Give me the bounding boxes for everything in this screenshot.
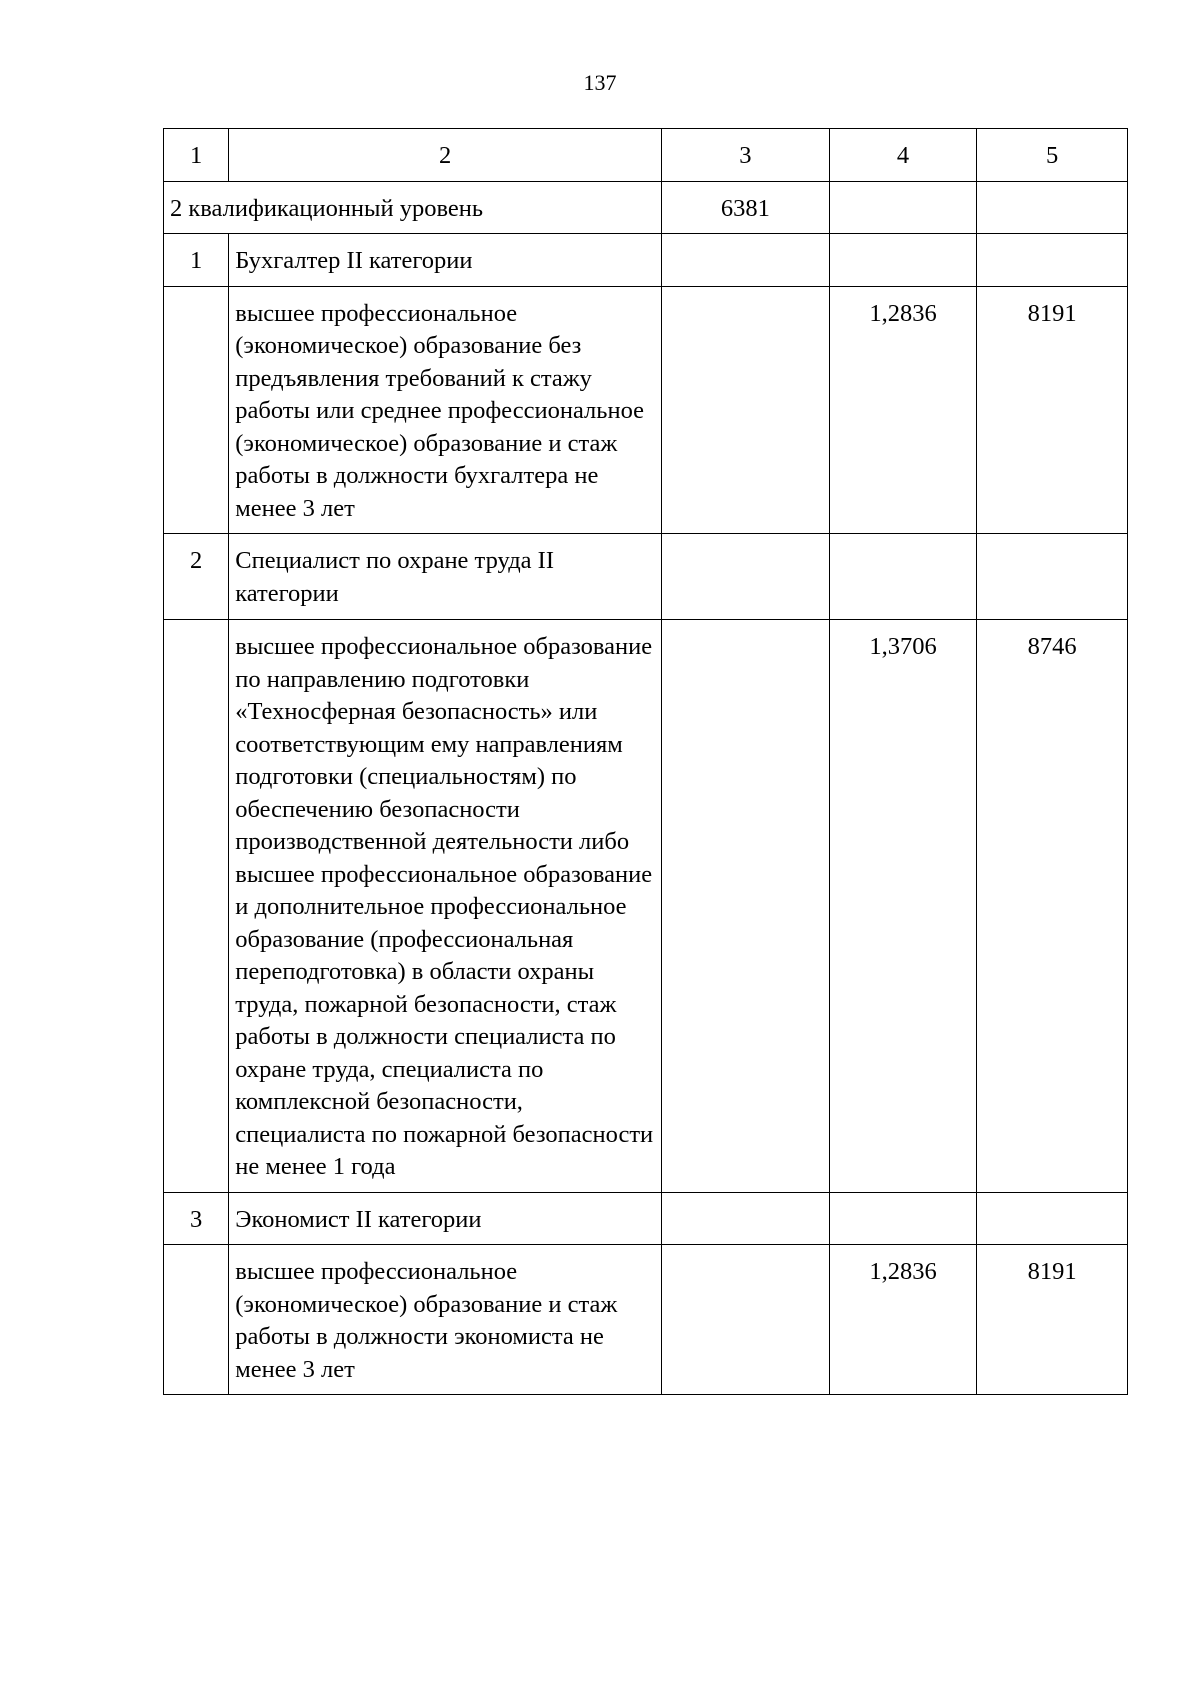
position-amount: 8746 [977,620,1128,1193]
empty-cell [662,1245,830,1395]
position-number: 2 [164,534,229,620]
salary-table [163,128,1128,1395]
column-header: 5 [977,129,1128,182]
position-requirement-row [164,620,1128,1193]
empty-cell [977,234,1128,287]
empty-cell [977,534,1128,620]
page-number: 137 [583,70,617,95]
empty-cell [662,620,830,1193]
position-title: Специалист по охране труда II категории [229,534,662,620]
position-title: Бухгалтер II категории [229,234,662,287]
empty-cell [662,286,830,534]
qualification-level-row [164,181,1128,234]
position-number: 3 [164,1192,229,1245]
position-amount: 8191 [977,286,1128,534]
qualification-level-label: 2 квалификационный уровень [164,181,662,234]
empty-cell [164,1245,229,1395]
empty-cell [829,534,977,620]
empty-cell [662,234,830,287]
qualification-level-salary: 6381 [662,181,830,234]
position-number: 1 [164,234,229,287]
empty-cell [662,1192,830,1245]
position-coefficient: 1,3706 [829,620,977,1193]
position-requirement: высшее профессиональное (экономическое) образование без предъявления требований к стажу работы или среднее профессиональное (экономическое) образование и стаж работы в должности бухгалтера не менее 3 лет [229,286,662,534]
position-title-row [164,234,1128,287]
empty-cell [829,181,977,234]
position-coefficient: 1,2836 [829,1245,977,1395]
column-header: 1 [164,129,229,182]
position-title: Экономист II категории [229,1192,662,1245]
position-requirement: высшее профессиональное (экономическое) образование и стаж работы в должности экономиста не менее 3 лет [229,1245,662,1395]
position-title-row [164,1192,1128,1245]
empty-cell [164,286,229,534]
position-amount: 8191 [977,1245,1128,1395]
position-requirement-row [164,1245,1128,1395]
column-header: 2 [229,129,662,182]
empty-cell [164,620,229,1193]
position-coefficient: 1,2836 [829,286,977,534]
empty-cell [977,1192,1128,1245]
empty-cell [977,181,1128,234]
position-title-row [164,534,1128,620]
empty-cell [829,1192,977,1245]
position-requirement: высшее профессиональное образование по направлению подготовки «Техносферная безопасность» или соответствующим ему направлениям подготовки (специальностям) по обеспечению безопасности производственной деятельности либо высшее профессиональное образование и дополнительное профессиональное образование (профессиональная переподготовка) в области охраны труда, пожарной безопасности, стаж работы в должности специалиста по охране труда, специалиста по комплексной безопасности, специалиста по пожарной безопасности не менее 1 года [229,620,662,1193]
column-header: 4 [829,129,977,182]
empty-cell [829,234,977,287]
column-header: 3 [662,129,830,182]
position-requirement-row [164,286,1128,534]
empty-cell [662,534,830,620]
table-header-row [164,129,1128,182]
